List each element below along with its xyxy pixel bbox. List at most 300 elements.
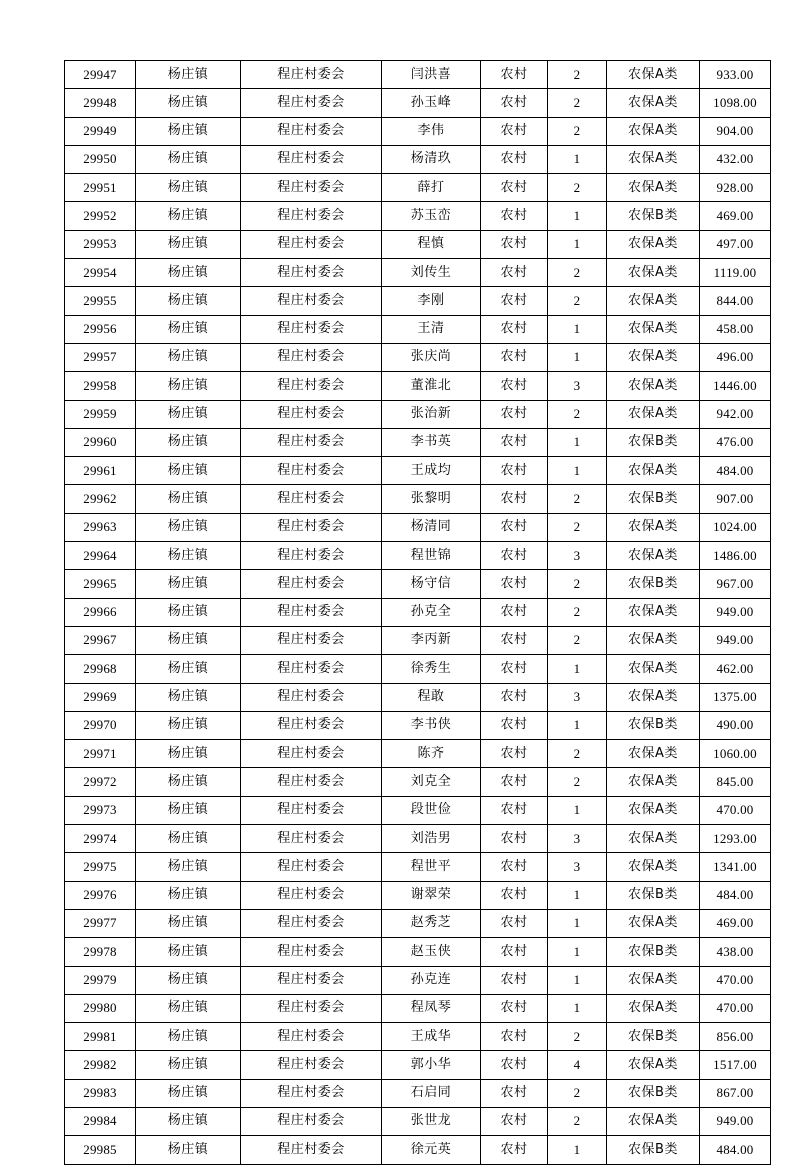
table-row [65,1023,771,1051]
cell-id: 29980 [65,994,136,1022]
cell-village: 程庄村委会 [241,966,382,994]
cell-town: 杨庄镇 [136,1136,241,1164]
cell-count: 1 [548,428,607,456]
cell-category: 农保A类 [607,315,700,343]
cell-residence-type: 农村 [481,202,548,230]
cell-town: 杨庄镇 [136,626,241,654]
cell-name: 程凤琴 [382,994,481,1022]
cell-id: 29984 [65,1107,136,1135]
cell-residence-type: 农村 [481,711,548,739]
cell-residence-type: 农村 [481,853,548,881]
cell-category: 农保A类 [607,513,700,541]
table-row [65,740,771,768]
table-row [65,542,771,570]
cell-amount: 904.00 [700,117,771,145]
cell-count: 2 [548,400,607,428]
cell-id: 29974 [65,825,136,853]
table-row [65,683,771,711]
cell-count: 1 [548,1136,607,1164]
cell-count: 2 [548,259,607,287]
cell-id: 29971 [65,740,136,768]
cell-amount: 438.00 [700,938,771,966]
cell-category: 农保B类 [607,428,700,456]
cell-village: 程庄村委会 [241,683,382,711]
cell-count: 1 [548,315,607,343]
cell-id: 29982 [65,1051,136,1079]
cell-id: 29970 [65,711,136,739]
cell-amount: 1375.00 [700,683,771,711]
cell-name: 李书英 [382,428,481,456]
cell-category: 农保A类 [607,796,700,824]
cell-village: 程庄村委会 [241,287,382,315]
cell-town: 杨庄镇 [136,825,241,853]
cell-category: 农保A类 [607,89,700,117]
cell-amount: 1341.00 [700,853,771,881]
cell-town: 杨庄镇 [136,542,241,570]
cell-name: 程世锦 [382,542,481,570]
cell-town: 杨庄镇 [136,202,241,230]
cell-village: 程庄村委会 [241,1079,382,1107]
cell-count: 2 [548,485,607,513]
cell-name: 王清 [382,315,481,343]
cell-id: 29972 [65,768,136,796]
table-row [65,655,771,683]
cell-id: 29960 [65,428,136,456]
cell-town: 杨庄镇 [136,259,241,287]
cell-village: 程庄村委会 [241,542,382,570]
cell-village: 程庄村委会 [241,938,382,966]
cell-amount: 476.00 [700,428,771,456]
cell-id: 29961 [65,457,136,485]
cell-category: 农保A类 [607,1051,700,1079]
cell-name: 陈齐 [382,740,481,768]
cell-amount: 1098.00 [700,89,771,117]
cell-count: 2 [548,89,607,117]
cell-count: 3 [548,825,607,853]
cell-residence-type: 农村 [481,740,548,768]
cell-category: 农保A类 [607,598,700,626]
cell-amount: 1024.00 [700,513,771,541]
cell-amount: 462.00 [700,655,771,683]
cell-residence-type: 农村 [481,457,548,485]
cell-category: 农保A类 [607,768,700,796]
cell-amount: 1293.00 [700,825,771,853]
table-row [65,259,771,287]
cell-count: 2 [548,174,607,202]
cell-name: 赵玉侠 [382,938,481,966]
cell-id: 29975 [65,853,136,881]
cell-category: 农保A类 [607,1107,700,1135]
cell-count: 2 [548,570,607,598]
table-row [65,966,771,994]
cell-name: 张庆尚 [382,343,481,371]
cell-category: 农保A类 [607,825,700,853]
cell-name: 刘浩男 [382,825,481,853]
cell-count: 1 [548,202,607,230]
cell-amount: 933.00 [700,61,771,89]
cell-name: 赵秀芝 [382,909,481,937]
cell-village: 程庄村委会 [241,343,382,371]
cell-id: 29953 [65,230,136,258]
table-row [65,570,771,598]
cell-town: 杨庄镇 [136,966,241,994]
cell-amount: 470.00 [700,966,771,994]
cell-name: 杨清玖 [382,145,481,173]
cell-id: 29968 [65,655,136,683]
cell-name: 徐秀生 [382,655,481,683]
cell-amount: 484.00 [700,881,771,909]
table-row [65,881,771,909]
cell-town: 杨庄镇 [136,89,241,117]
beneficiary-table [64,60,771,1165]
cell-amount: 845.00 [700,768,771,796]
cell-id: 29976 [65,881,136,909]
cell-amount: 942.00 [700,400,771,428]
table-row [65,372,771,400]
cell-residence-type: 农村 [481,315,548,343]
table-row [65,174,771,202]
cell-count: 3 [548,542,607,570]
cell-town: 杨庄镇 [136,372,241,400]
cell-count: 1 [548,457,607,485]
cell-count: 2 [548,513,607,541]
cell-residence-type: 农村 [481,1051,548,1079]
cell-category: 农保B类 [607,202,700,230]
cell-category: 农保A类 [607,740,700,768]
cell-village: 程庄村委会 [241,259,382,287]
cell-count: 2 [548,626,607,654]
cell-village: 程庄村委会 [241,768,382,796]
cell-name: 闫洪喜 [382,61,481,89]
table-row [65,287,771,315]
table-row [65,230,771,258]
cell-village: 程庄村委会 [241,853,382,881]
cell-category: 农保A类 [607,117,700,145]
cell-count: 1 [548,909,607,937]
cell-town: 杨庄镇 [136,1107,241,1135]
cell-id: 29949 [65,117,136,145]
table-row [65,1079,771,1107]
cell-amount: 490.00 [700,711,771,739]
cell-town: 杨庄镇 [136,796,241,824]
cell-town: 杨庄镇 [136,570,241,598]
cell-category: 农保A类 [607,230,700,258]
cell-town: 杨庄镇 [136,61,241,89]
cell-village: 程庄村委会 [241,626,382,654]
cell-id: 29955 [65,287,136,315]
cell-category: 农保A类 [607,966,700,994]
cell-amount: 949.00 [700,598,771,626]
cell-village: 程庄村委会 [241,909,382,937]
cell-id: 29966 [65,598,136,626]
table-row [65,89,771,117]
cell-town: 杨庄镇 [136,711,241,739]
cell-residence-type: 农村 [481,1079,548,1107]
cell-town: 杨庄镇 [136,655,241,683]
cell-category: 农保A类 [607,145,700,173]
cell-village: 程庄村委会 [241,145,382,173]
cell-village: 程庄村委会 [241,825,382,853]
cell-name: 李丙新 [382,626,481,654]
cell-residence-type: 农村 [481,909,548,937]
cell-town: 杨庄镇 [136,457,241,485]
cell-id: 29979 [65,966,136,994]
cell-amount: 432.00 [700,145,771,173]
cell-count: 2 [548,1023,607,1051]
cell-name: 刘克全 [382,768,481,796]
cell-name: 程敢 [382,683,481,711]
cell-residence-type: 农村 [481,513,548,541]
cell-category: 农保A类 [607,994,700,1022]
cell-town: 杨庄镇 [136,428,241,456]
cell-town: 杨庄镇 [136,1051,241,1079]
cell-town: 杨庄镇 [136,485,241,513]
cell-category: 农保A类 [607,655,700,683]
cell-category: 农保A类 [607,343,700,371]
cell-category: 农保A类 [607,174,700,202]
cell-category: 农保A类 [607,626,700,654]
table-row [65,994,771,1022]
cell-count: 2 [548,1107,607,1135]
cell-town: 杨庄镇 [136,683,241,711]
table-row [65,711,771,739]
cell-amount: 1119.00 [700,259,771,287]
cell-residence-type: 农村 [481,626,548,654]
cell-village: 程庄村委会 [241,598,382,626]
cell-name: 孙玉峰 [382,89,481,117]
cell-amount: 484.00 [700,1136,771,1164]
cell-category: 农保B类 [607,711,700,739]
cell-count: 3 [548,853,607,881]
table-row [65,796,771,824]
cell-village: 程庄村委会 [241,796,382,824]
table-row [65,825,771,853]
cell-residence-type: 农村 [481,542,548,570]
cell-amount: 949.00 [700,1107,771,1135]
cell-count: 2 [548,1079,607,1107]
cell-amount: 1517.00 [700,1051,771,1079]
cell-name: 张世龙 [382,1107,481,1135]
cell-id: 29985 [65,1136,136,1164]
cell-count: 2 [548,598,607,626]
cell-id: 29957 [65,343,136,371]
cell-name: 李刚 [382,287,481,315]
cell-category: 农保B类 [607,1136,700,1164]
cell-count: 1 [548,230,607,258]
cell-village: 程庄村委会 [241,570,382,598]
cell-name: 李伟 [382,117,481,145]
table-row [65,938,771,966]
table-row [65,457,771,485]
cell-name: 徐元英 [382,1136,481,1164]
cell-residence-type: 农村 [481,825,548,853]
cell-id: 29967 [65,626,136,654]
cell-count: 3 [548,372,607,400]
cell-village: 程庄村委会 [241,711,382,739]
cell-count: 2 [548,768,607,796]
cell-id: 29947 [65,61,136,89]
cell-category: 农保A类 [607,542,700,570]
cell-count: 1 [548,938,607,966]
cell-town: 杨庄镇 [136,343,241,371]
cell-category: 农保B类 [607,570,700,598]
cell-count: 1 [548,655,607,683]
cell-residence-type: 农村 [481,1107,548,1135]
cell-amount: 1486.00 [700,542,771,570]
cell-village: 程庄村委会 [241,202,382,230]
table-row [65,315,771,343]
cell-residence-type: 农村 [481,145,548,173]
cell-name: 孙克全 [382,598,481,626]
cell-village: 程庄村委会 [241,315,382,343]
cell-id: 29981 [65,1023,136,1051]
cell-name: 苏玉峦 [382,202,481,230]
cell-name: 段世俭 [382,796,481,824]
cell-town: 杨庄镇 [136,1023,241,1051]
cell-residence-type: 农村 [481,117,548,145]
cell-amount: 470.00 [700,796,771,824]
cell-amount: 470.00 [700,994,771,1022]
cell-amount: 469.00 [700,909,771,937]
cell-count: 1 [548,796,607,824]
cell-id: 29965 [65,570,136,598]
cell-residence-type: 农村 [481,89,548,117]
cell-name: 郭小华 [382,1051,481,1079]
table-row [65,343,771,371]
cell-town: 杨庄镇 [136,287,241,315]
cell-name: 谢翠荣 [382,881,481,909]
cell-residence-type: 农村 [481,966,548,994]
cell-town: 杨庄镇 [136,145,241,173]
table-row [65,1051,771,1079]
cell-count: 1 [548,343,607,371]
table-row [65,853,771,881]
cell-count: 3 [548,683,607,711]
cell-count: 1 [548,711,607,739]
cell-town: 杨庄镇 [136,513,241,541]
cell-residence-type: 农村 [481,796,548,824]
cell-town: 杨庄镇 [136,909,241,937]
cell-id: 29958 [65,372,136,400]
cell-town: 杨庄镇 [136,117,241,145]
cell-residence-type: 农村 [481,372,548,400]
cell-category: 农保A类 [607,400,700,428]
cell-name: 董淮北 [382,372,481,400]
cell-amount: 928.00 [700,174,771,202]
cell-village: 程庄村委会 [241,457,382,485]
cell-name: 张治新 [382,400,481,428]
cell-id: 29952 [65,202,136,230]
cell-town: 杨庄镇 [136,598,241,626]
cell-category: 农保A类 [607,372,700,400]
cell-residence-type: 农村 [481,598,548,626]
cell-id: 29962 [65,485,136,513]
cell-amount: 844.00 [700,287,771,315]
cell-residence-type: 农村 [481,570,548,598]
cell-category: 农保B类 [607,1023,700,1051]
table-row [65,626,771,654]
cell-residence-type: 农村 [481,485,548,513]
cell-count: 1 [548,145,607,173]
cell-name: 王成华 [382,1023,481,1051]
cell-amount: 469.00 [700,202,771,230]
cell-name: 杨清同 [382,513,481,541]
cell-name: 王成均 [382,457,481,485]
cell-amount: 497.00 [700,230,771,258]
cell-id: 29963 [65,513,136,541]
cell-residence-type: 农村 [481,1136,548,1164]
cell-village: 程庄村委会 [241,1136,382,1164]
cell-category: 农保A类 [607,259,700,287]
cell-town: 杨庄镇 [136,994,241,1022]
cell-category: 农保A类 [607,61,700,89]
cell-name: 薛打 [382,174,481,202]
table-row [65,485,771,513]
cell-id: 29951 [65,174,136,202]
cell-name: 程慎 [382,230,481,258]
cell-village: 程庄村委会 [241,174,382,202]
table-row [65,768,771,796]
cell-residence-type: 农村 [481,428,548,456]
cell-amount: 949.00 [700,626,771,654]
cell-village: 程庄村委会 [241,1107,382,1135]
cell-village: 程庄村委会 [241,881,382,909]
cell-residence-type: 农村 [481,230,548,258]
cell-category: 农保B类 [607,485,700,513]
cell-amount: 1446.00 [700,372,771,400]
cell-amount: 458.00 [700,315,771,343]
cell-residence-type: 农村 [481,343,548,371]
cell-amount: 907.00 [700,485,771,513]
cell-town: 杨庄镇 [136,853,241,881]
table-row [65,428,771,456]
cell-town: 杨庄镇 [136,1079,241,1107]
cell-id: 29969 [65,683,136,711]
cell-amount: 967.00 [700,570,771,598]
cell-town: 杨庄镇 [136,400,241,428]
cell-amount: 867.00 [700,1079,771,1107]
table-row [65,400,771,428]
cell-town: 杨庄镇 [136,881,241,909]
table-row [65,117,771,145]
cell-category: 农保B类 [607,1079,700,1107]
cell-residence-type: 农村 [481,881,548,909]
cell-town: 杨庄镇 [136,740,241,768]
cell-name: 张黎明 [382,485,481,513]
cell-name: 杨守信 [382,570,481,598]
cell-town: 杨庄镇 [136,315,241,343]
cell-category: 农保B类 [607,881,700,909]
cell-village: 程庄村委会 [241,1023,382,1051]
cell-village: 程庄村委会 [241,1051,382,1079]
cell-count: 1 [548,881,607,909]
cell-residence-type: 农村 [481,400,548,428]
cell-category: 农保A类 [607,683,700,711]
cell-id: 29977 [65,909,136,937]
cell-residence-type: 农村 [481,655,548,683]
cell-amount: 1060.00 [700,740,771,768]
cell-count: 1 [548,994,607,1022]
cell-village: 程庄村委会 [241,994,382,1022]
cell-residence-type: 农村 [481,259,548,287]
cell-village: 程庄村委会 [241,740,382,768]
cell-town: 杨庄镇 [136,174,241,202]
cell-village: 程庄村委会 [241,117,382,145]
cell-village: 程庄村委会 [241,372,382,400]
cell-id: 29964 [65,542,136,570]
cell-id: 29950 [65,145,136,173]
cell-residence-type: 农村 [481,1023,548,1051]
